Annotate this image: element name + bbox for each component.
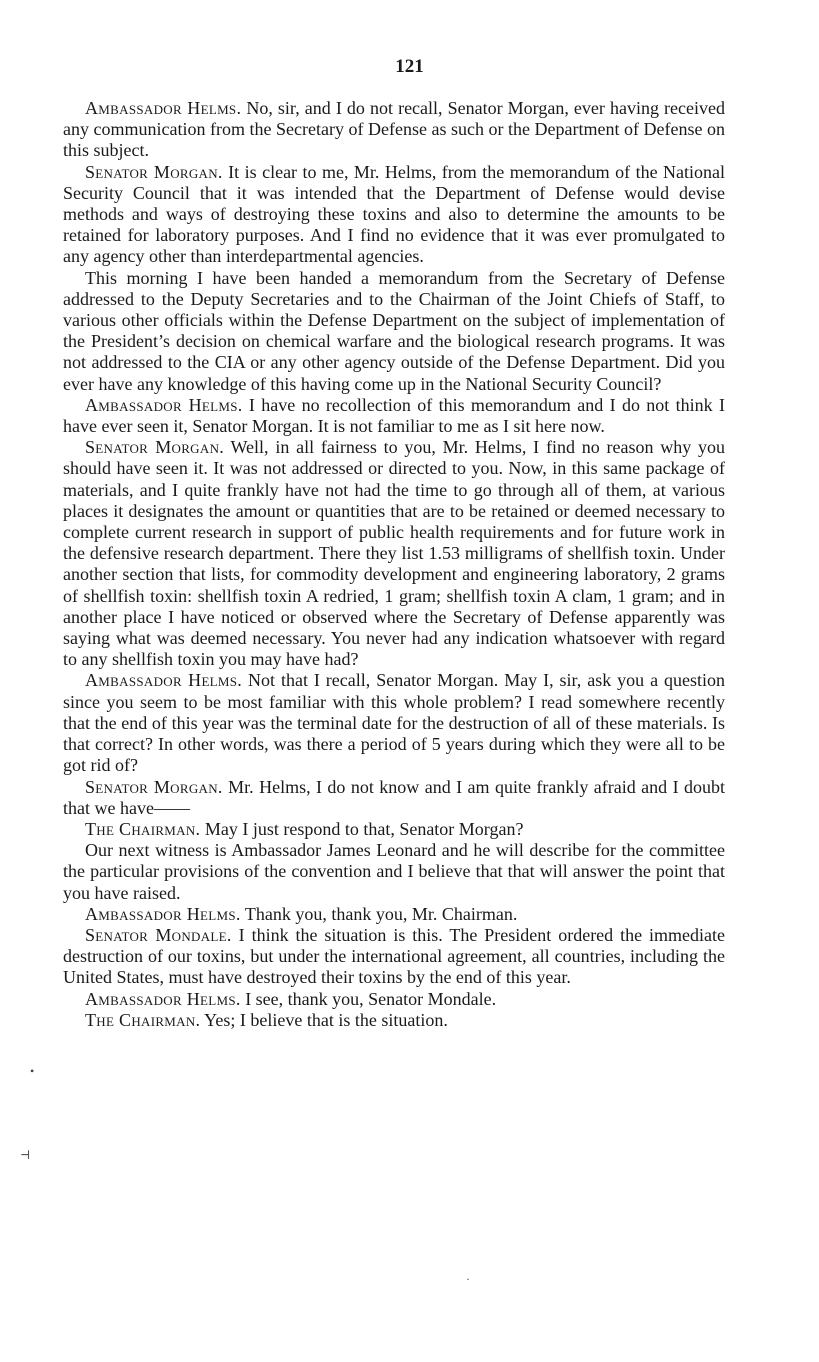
speaker-name: Senator Morgan. [85, 776, 223, 797]
scan-speck: ⊣ [20, 1148, 31, 1162]
speaker-name: Ambassador Helms. [85, 394, 243, 415]
page-number: 121 [395, 56, 424, 77]
speaker-name: The Chairman. [85, 1009, 201, 1030]
scan-speck: · [466, 1272, 470, 1286]
paragraph-text: May I just respond to that, Senator Morgan? [200, 818, 524, 839]
paragraph [63, 670, 725, 776]
paragraph [63, 925, 725, 989]
speaker-name: Ambassador Helms. [85, 670, 243, 691]
paragraph [63, 268, 725, 395]
speaker-name: The Chairman. [85, 818, 201, 839]
paragraph [63, 395, 725, 437]
paragraph-text: I think the situation is this. The President ordered the immediate destruction of our toxins, but under the international agreement, all countries, including the United States, must have destroyed their toxins by the end of this year. [63, 924, 725, 988]
speaker-name: Senator Morgan. [85, 161, 223, 182]
paragraph [63, 162, 725, 268]
paragraph-text: This morning I have been handed a memorandum from the Secretary of Defense addressed to the Deputy Secretaries and to the Chairman of the Joint Chiefs of Staff, to various other officials within the Defense Department on the subject of implementation of the President’s decision on chemical warfare and the biological research programs. It was not addressed to the CIA or any other agency outside of the Defense Department. Did you ever have any knowledge of this having come up in the National Security Council? [63, 267, 725, 394]
paragraph-text: Our next witness is Ambassador James Leonard and he will describe for the committee the particular provisions of the convention and I believe that that will answer the point that you have raised. [63, 840, 725, 903]
transcript-body [63, 98, 725, 1031]
speaker-name: Senator Morgan. [85, 437, 225, 458]
paragraph-text: Not that I recall, Senator Morgan. May I, sir, ask you a question since you seem to be most familiar with this whole problem? I read somewhere recently that the end of this year was the terminal date for the destruction of all of these materials. Is that correct? In other words, was there a period of 5 years during which they were all to be got rid of? [63, 670, 725, 776]
paragraph-text: Mr. Helms, I do not know and I am quite frankly afraid and I doubt that we have—— [63, 776, 726, 818]
paragraph [63, 777, 725, 819]
paragraph-text: It is clear to me, Mr. Helms, from the memorandum of the National Security Council that it was intended that the Department of Defense would devise methods and ways of destroying these toxins and also to determine the amounts to be retained for laboratory purposes. And I find no evidence that it was ever promulgated to any agency other than interdepartmental agencies. [63, 161, 725, 267]
paragraph [63, 437, 725, 670]
paragraph [63, 1010, 725, 1031]
paragraph [63, 989, 725, 1010]
paragraph [63, 819, 725, 840]
speaker-name: Ambassador Helms. [85, 988, 241, 1009]
paragraph [63, 904, 725, 925]
paragraph-text: Well, in all fairness to you, Mr. Helms, I find no reason why you should have seen it. It was not addressed or directed to you. Now, in this same package of materials, and I quite frankly have not had the time to go through all of them, at various places it designates the amount or quantities that are to be retained or deemed necessary to complete current research in support of public health requirements and for future work in the defensive research department. There they list 1.53 milligrams of shellfish toxin. Under another section that lists, for commodity development and engineering laboratory, 2 grams of shellfish toxin: shellfish toxin A redried, 1 gram; shellfish toxin A clam, 1 gram; and in another place I have noticed or observed where the Secretary of Defense apparently was saying what was deemed necessary. You never had any indication whatsoever with regard to any shellfish toxin you may have had? [63, 437, 726, 670]
paragraph [63, 840, 725, 904]
paragraph-text: Thank you, thank you, Mr. Chairman. [240, 903, 518, 924]
speaker-name: Ambassador Helms. [85, 98, 242, 118]
paragraph-text: I have no recollection of this memorandum and I do not think I have ever seen it, Senator Morgan. It is not familiar to me as I sit here now. [63, 394, 726, 437]
paragraph-text: Yes; I believe that is the situation. [200, 1009, 448, 1030]
speaker-name: Ambassador Helms. [85, 903, 241, 924]
paragraph-text: No, sir, and I do not recall, Senator Morgan, ever having received any communication from the Secretary of Defense as such or the Department of Defense on this subject. [63, 98, 725, 161]
paragraph [63, 98, 725, 162]
speaker-name: Senator Mondale. [85, 924, 232, 945]
paragraph-text: I see, thank you, Senator Mondale. [240, 988, 497, 1009]
scan-speck: • [30, 1064, 35, 1078]
